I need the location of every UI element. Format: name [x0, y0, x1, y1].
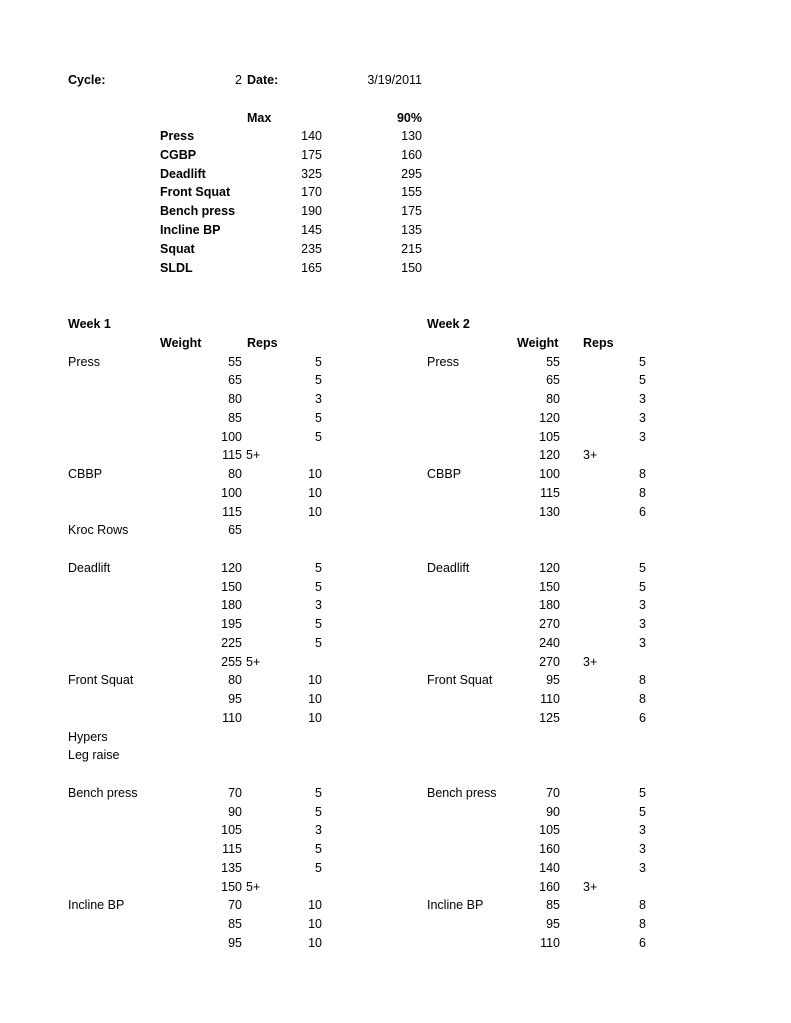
set-reps: 10	[308, 485, 322, 500]
set-weight: 110	[222, 710, 242, 725]
set-weight: 65	[228, 373, 242, 388]
set-weight: 105	[221, 823, 242, 838]
set-reps: 8	[639, 898, 646, 913]
max-table-pct: 215	[401, 241, 422, 256]
set-reps: 5	[315, 579, 322, 594]
exercise-name: Hypers	[68, 729, 108, 744]
exercise-name: Press	[427, 354, 459, 369]
max-table-max: 145	[301, 223, 322, 237]
set-reps: 8	[639, 692, 646, 706]
exercise-name: Bench press	[427, 785, 497, 800]
set-weight: 120	[539, 448, 560, 463]
exercise-name: Deadlift	[427, 560, 470, 575]
set-reps: 5	[315, 354, 322, 369]
exercise-name: Front Squat	[68, 673, 134, 688]
set-reps: 3	[315, 392, 322, 406]
set-weight: 180	[221, 598, 242, 613]
date-label: Date:	[247, 73, 279, 87]
set-weight: 115	[540, 485, 560, 500]
set-reps: 3	[639, 635, 646, 650]
max-table-max: 190	[301, 204, 322, 219]
max-table-max: 325	[301, 166, 322, 181]
max-table-max: 235	[301, 241, 322, 256]
set-weight: 255	[221, 654, 242, 669]
set-reps: 5	[639, 354, 646, 369]
set-weight: 90	[228, 804, 242, 819]
set-reps: 10	[308, 504, 322, 519]
max-table-lift: Bench press	[160, 204, 236, 219]
set-reps: 8	[639, 917, 646, 931]
set-weight: 95	[228, 935, 242, 950]
max-column-header: Max	[247, 111, 272, 125]
set-reps: 3	[315, 823, 322, 838]
set-weight: 80	[228, 673, 242, 688]
max-table-pct: 295	[401, 166, 422, 181]
set-reps: 5	[639, 579, 646, 594]
set-reps: 8	[639, 467, 646, 481]
set-weight: 225	[221, 635, 242, 650]
max-table-pct: 160	[401, 147, 422, 162]
set-reps: 10	[308, 467, 322, 481]
set-reps: 5	[315, 635, 322, 650]
set-weight: 150	[539, 579, 560, 594]
set-reps: 5	[315, 804, 322, 819]
set-reps: 10	[308, 898, 322, 913]
set-weight: 105	[539, 429, 560, 444]
set-weight: 150	[221, 579, 242, 594]
set-weight: 110	[540, 692, 560, 706]
max-table-pct: 175	[401, 204, 422, 219]
max-table-pct: 150	[401, 260, 422, 275]
cycle-value: 2	[235, 73, 242, 87]
weight-column-header: Weight	[160, 336, 202, 350]
set-weight: 80	[228, 392, 242, 406]
exercise-name: Leg raise	[68, 748, 120, 763]
set-reps: 6	[639, 710, 646, 725]
set-weight: 90	[546, 804, 560, 819]
set-weight: 120	[539, 410, 560, 425]
set-weight: 270	[539, 654, 560, 669]
set-reps: 5	[315, 373, 322, 388]
set-reps: 5	[315, 860, 322, 875]
set-weight: 95	[546, 673, 560, 688]
max-table-pct: 155	[401, 185, 422, 200]
set-weight: 115	[222, 448, 242, 463]
exercise-name: CBBP	[68, 467, 103, 481]
weight-column-header: Weight	[517, 336, 559, 350]
set-reps: 10	[308, 710, 322, 725]
max-table-lift: Deadlift	[160, 166, 206, 181]
set-weight: 100	[221, 485, 242, 500]
max-table-lift: Squat	[160, 241, 195, 256]
set-reps: 3	[639, 598, 646, 613]
max-table-max: 140	[301, 129, 322, 143]
set-reps: 6	[639, 935, 646, 950]
set-weight: 125	[539, 710, 560, 725]
set-reps: 5	[639, 785, 646, 800]
set-reps-amrap: 3+	[583, 654, 598, 669]
set-weight: 85	[228, 410, 242, 425]
set-weight: 70	[228, 898, 242, 913]
set-weight: 70	[228, 785, 242, 800]
set-reps: 3	[639, 842, 646, 856]
set-weight: 160	[539, 842, 560, 856]
set-reps-amrap: 3+	[583, 448, 598, 463]
set-reps: 3	[639, 860, 646, 875]
reps-column-header: Reps	[583, 336, 614, 350]
max-table-lift: SLDL	[160, 260, 193, 275]
max-table-lift: Incline BP	[160, 223, 221, 237]
set-weight: 135	[221, 860, 242, 875]
max-table-lift: Front Squat	[160, 185, 231, 200]
set-reps: 5	[639, 560, 646, 575]
set-weight: 105	[539, 823, 560, 838]
set-reps: 5	[639, 804, 646, 819]
set-weight: 80	[228, 467, 242, 481]
set-reps: 5	[315, 617, 322, 631]
set-weight: 120	[221, 560, 242, 575]
set-reps: 3	[639, 392, 646, 406]
set-weight: 120	[539, 560, 560, 575]
set-reps-amrap: 5+	[246, 654, 261, 669]
exercise-name: Incline BP	[427, 898, 484, 913]
reps-column-header: Reps	[247, 336, 278, 350]
set-weight: 55	[546, 354, 560, 369]
set-weight: 270	[539, 617, 560, 631]
set-weight: 110	[540, 935, 560, 950]
set-weight: 100	[221, 429, 242, 444]
set-reps: 5	[315, 410, 322, 425]
set-weight: 115	[222, 842, 242, 856]
set-weight: 95	[546, 917, 560, 931]
set-reps: 3	[315, 598, 322, 613]
set-reps-amrap: 3+	[583, 879, 598, 894]
set-weight: 95	[228, 692, 242, 706]
exercise-name: Incline BP	[68, 898, 125, 913]
set-reps-amrap: 5+	[246, 879, 261, 894]
week-title: Week 2	[427, 317, 470, 331]
pct-column-header: 90%	[396, 111, 422, 125]
week-title: Week 1	[68, 317, 111, 331]
set-reps: 10	[308, 935, 322, 950]
set-weight: 130	[539, 504, 560, 519]
set-reps: 10	[308, 692, 322, 706]
set-reps: 5	[639, 373, 646, 388]
set-weight: 85	[228, 917, 242, 931]
exercise-name: Bench press	[68, 785, 138, 800]
set-weight: 180	[539, 598, 560, 613]
max-table-lift: Press	[160, 129, 195, 143]
exercise-name: Deadlift	[68, 560, 111, 575]
set-weight: 70	[546, 785, 560, 800]
set-weight: 65	[546, 373, 560, 388]
set-weight: 85	[546, 898, 560, 913]
set-weight: 160	[539, 879, 560, 894]
set-reps: 3	[639, 823, 646, 838]
set-weight: 65	[228, 523, 242, 538]
date-value: 3/19/2011	[367, 73, 422, 87]
set-weight: 195	[221, 617, 242, 631]
set-reps: 3	[639, 410, 646, 425]
max-table-max: 175	[301, 147, 322, 162]
max-table-pct: 130	[401, 129, 422, 143]
exercise-name: Press	[68, 354, 100, 369]
cycle-label: Cycle:	[68, 73, 106, 87]
set-reps: 3	[639, 429, 646, 444]
set-reps: 5	[315, 785, 322, 800]
exercise-name: Kroc Rows	[68, 523, 129, 538]
set-reps: 8	[639, 673, 646, 688]
set-weight: 55	[228, 354, 242, 369]
set-reps: 5	[315, 842, 322, 856]
set-weight: 150	[221, 879, 242, 894]
set-reps-amrap: 5+	[246, 448, 261, 463]
set-reps: 6	[639, 504, 646, 519]
max-table-max: 165	[301, 260, 322, 275]
set-weight: 240	[539, 635, 560, 650]
set-reps: 5	[315, 429, 322, 444]
set-reps: 10	[308, 917, 322, 931]
set-weight: 100	[539, 467, 560, 481]
set-weight: 80	[546, 392, 560, 406]
max-table-pct: 135	[401, 223, 422, 237]
set-reps: 10	[308, 673, 322, 688]
max-table-lift: CGBP	[160, 147, 197, 162]
exercise-name: Front Squat	[427, 673, 493, 688]
set-weight: 140	[539, 860, 560, 875]
set-reps: 3	[639, 617, 646, 631]
max-table-max: 170	[301, 185, 322, 200]
set-reps: 5	[315, 560, 322, 575]
set-reps: 8	[639, 485, 646, 500]
exercise-name: CBBP	[427, 467, 462, 481]
set-weight: 115	[222, 504, 242, 519]
